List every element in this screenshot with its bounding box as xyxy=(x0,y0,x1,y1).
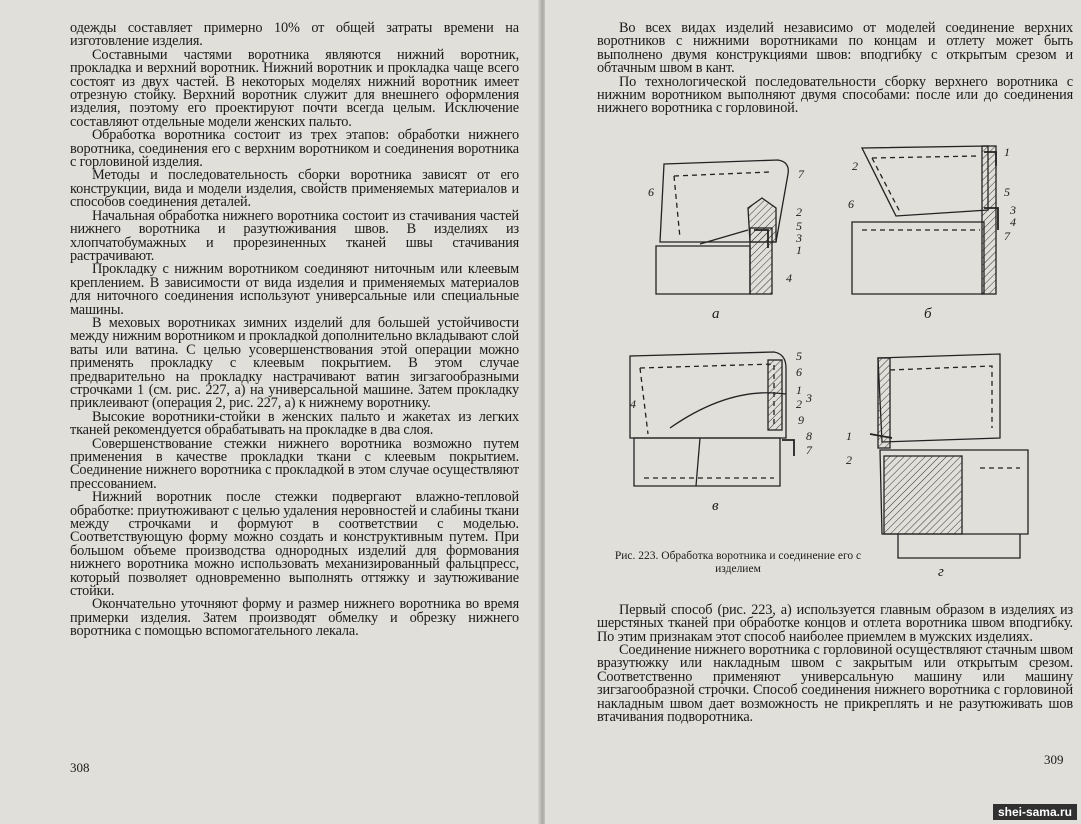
paragraph: Окончательно уточняют форму и размер нижнего воротника во время примерки изделия. Затем производят обмелку и обрезку нижнего воротника с помощью вспомогательного лекала. xyxy=(70,596,519,640)
svg-text:г: г xyxy=(938,564,944,580)
svg-text:9: 9 xyxy=(798,413,804,427)
paragraph: Высокие воротники-стойки в женских пальто и жакетах из легких тканей рекомендуется обрабатывать на прокладке в два слоя. xyxy=(70,408,519,439)
svg-text:3: 3 xyxy=(796,231,802,245)
svg-text:б: б xyxy=(924,306,932,322)
collar-diagram xyxy=(600,138,1040,588)
svg-text:2: 2 xyxy=(796,205,802,219)
callouts-a xyxy=(648,167,805,285)
svg-text:7: 7 xyxy=(806,443,812,457)
svg-text:4: 4 xyxy=(630,397,636,411)
svg-text:4: 4 xyxy=(786,271,792,285)
diagram-a xyxy=(656,160,788,294)
svg-text:в: в xyxy=(712,498,719,514)
svg-text:5: 5 xyxy=(796,349,802,363)
svg-text:1: 1 xyxy=(846,429,852,443)
paragraph: Во всех видах изделий независимо от моделей соединение верхних воротников с нижними воротниками по концам и отлету может быть выполнено двумя конструкциями швов: вподгибку с открытым срезом и обтачным швом в кант. xyxy=(597,20,1073,77)
watermark: shei-sama.ru xyxy=(993,804,1077,820)
svg-text:2: 2 xyxy=(846,453,852,467)
paragraph: Начальная обработка нижнего воротника состоит из стачивания частей нижнего воротника и разутюживания швов. В изделиях из хлопчатобумажных и прорезиненных тканей швы стачивания растрачивают. xyxy=(70,207,519,264)
diagram-g xyxy=(870,354,1028,558)
svg-text:7: 7 xyxy=(1004,229,1010,243)
svg-text:6: 6 xyxy=(796,365,802,379)
paragraph: Нижний воротник после стежки подвергают влажно-тепловой обработке: приутюживают с целью удаления неровностей и слабины ткани между строчками и формуют в соответствии с моделью. Соответствующую форму можно создать и конструктивным путем. При большом объеме производства однородных изделий для формования нижнего воротника можно использовать механизированный фальцпресс, который позволяет одновременно выполнять оттяжку и заутюживание стойки. xyxy=(70,489,519,600)
paragraph: Обработка воротника состоит из трех этапов: обработки нижнего воротника, соединения его с верхним воротником и соединения воротника с горловиной изделия. xyxy=(70,127,519,171)
svg-text:3: 3 xyxy=(806,391,812,405)
paragraph: Прокладку с нижним воротником соединяют ниточным или клеевым креплением. В зависимости от вида изделия и применяемых материалов для ниточного соединения используют универсальные или специальные машины. xyxy=(70,261,519,318)
svg-text:7: 7 xyxy=(798,167,804,181)
paragraph: одежды составляет примерно 10% от общей затраты времени на изготовление изделия. xyxy=(70,20,519,50)
paragraph: В меховых воротниках зимних изделий для большей устойчивости между нижним воротником и прокладкой дополнительно вкладывают слой ваты или ватина. С целью усовершенствования этой операции можно применять прокладку с клеевым покрытием. В этом случае предварительно на прокладку настрачивают ватин зигзагообразными строчками 1 (см. рис. 227, а) на универсальной машине. Затем прокладку приклеивают (операция 2, рис. 227, а) к нижнему воротнику. xyxy=(70,314,519,412)
page-number-right: 309 xyxy=(1044,752,1064,767)
sub-labels xyxy=(712,306,944,580)
svg-text:3: 3 xyxy=(1010,203,1016,217)
figure-caption: Рис. 223. Обработка воротника и соединение его с изделием xyxy=(614,550,862,575)
svg-text:а: а xyxy=(712,306,720,322)
paragraph: Соединение нижнего воротника с горловиной осуществляют стачным швом вразутюжку или накладным швом с закрытым или открытым срезом. Соответственно применяют универсальную машину или машину зигзагообразной строчки. Способ соединения нижнего воротника с горловиной накладным швом дает возможность не прикреплять и не разутюживать шов втачивания подворотника. xyxy=(597,642,1073,726)
paragraph: Составными частями воротника являются нижний воротник, прокладка и верхний воротник. Нижний воротник и прокладка чаще всего состоят из двух частей. В некоторых моделях нижний воротник имеет отрезную стойку. Верхний воротник служит для внешнего оформления изделия, поэтому его проектируют почти всегда целым. Исключение составляют отдельные модели женских пальто. xyxy=(70,46,519,130)
svg-text:6: 6 xyxy=(648,185,654,199)
page-number-left: 308 xyxy=(70,760,90,775)
svg-text:8: 8 xyxy=(806,429,812,443)
figure-223 xyxy=(600,138,1040,588)
diagram-v xyxy=(630,352,794,486)
svg-text:5: 5 xyxy=(796,219,802,233)
svg-text:2: 2 xyxy=(796,397,802,411)
svg-text:1: 1 xyxy=(1004,145,1010,159)
svg-text:2: 2 xyxy=(852,159,858,173)
callouts-g xyxy=(846,429,852,467)
paragraph: Первый способ (рис. 223, а) используется главным образом в изделиях из шерстяных тканей при обработке концов и отлета воротника швом вподгибку. По этим признакам этот способ наиболее приемлем в мужских изделиях. xyxy=(597,601,1073,645)
paragraph: По технологической последовательности сборку верхнего воротника с нижним воротником выполняют двумя способами: после или до соединения нижнего воротника с горловиной. xyxy=(597,73,1073,117)
diagram-b xyxy=(852,146,998,294)
paragraph: Совершенствование стежки нижнего воротника возможно путем применения в качестве прокладки ткани с клеевым покрытием. Соединение нижнего воротника с прокладкой в этом случае осуществляют прессованием. xyxy=(70,435,519,492)
svg-text:6: 6 xyxy=(848,197,854,211)
svg-text:1: 1 xyxy=(796,383,802,397)
svg-text:4: 4 xyxy=(1010,215,1016,229)
svg-text:5: 5 xyxy=(1004,185,1010,199)
paragraph: Методы и последовательность сборки воротника зависят от его конструкции, вида и модели изделия, свойств применяемых материалов и способов соединения деталей. xyxy=(70,167,519,211)
svg-text:1: 1 xyxy=(796,243,802,257)
